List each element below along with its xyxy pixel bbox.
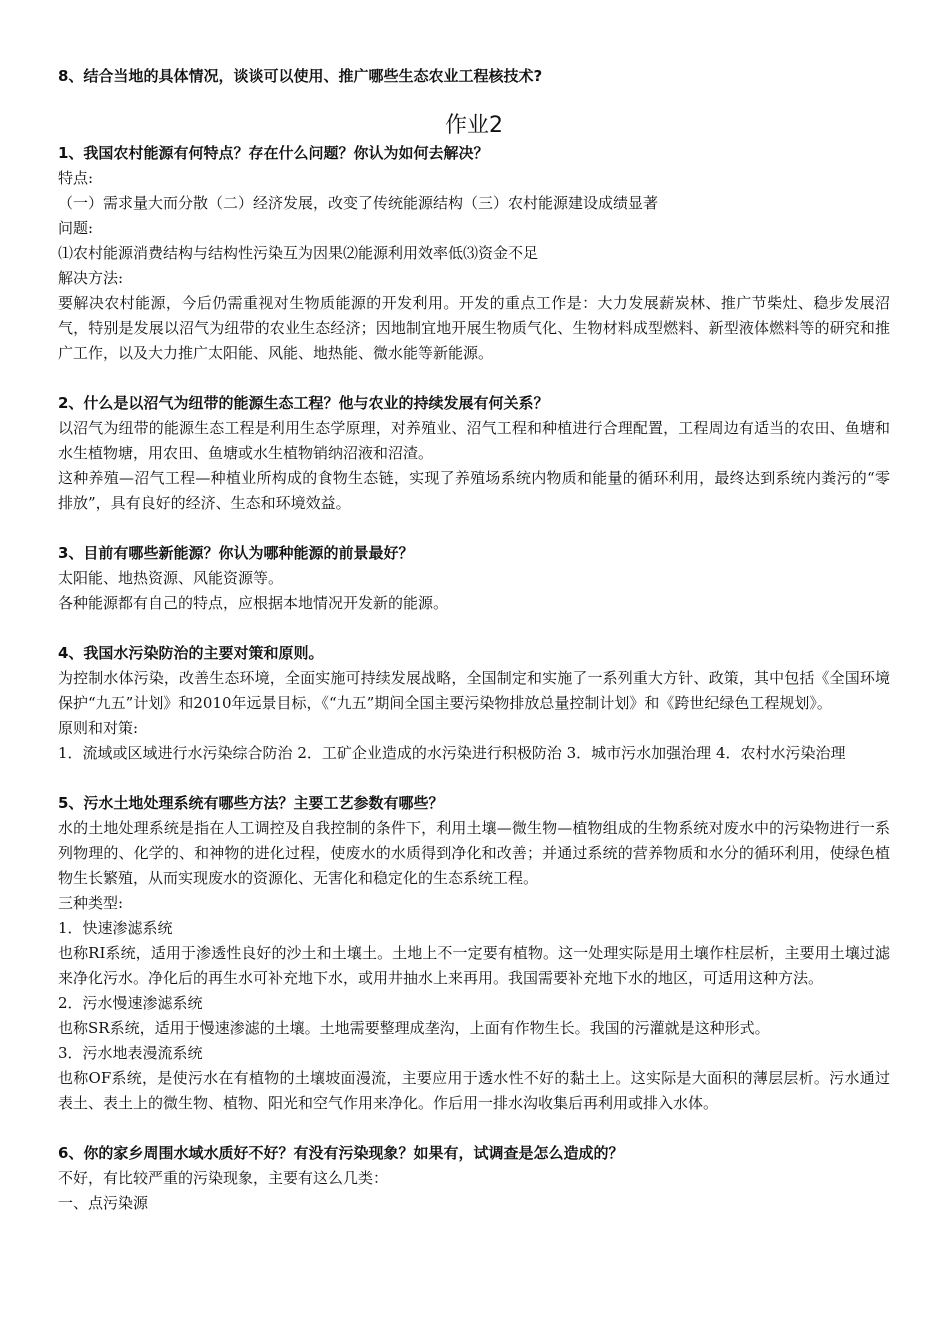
question-8: 8、结合当地的具体情况，谈谈可以使用、推广哪些生态农业工程核技术? [58, 67, 543, 85]
answer-5-paragraph-1: 水的土地处理系统是指在人工调控及自我控制的条件下，利用土壤—微生物—植物组成的生物系统对废水中的污染物进行一系列物理的、化学的、和神物的进化过程，使废水的水质得到净化和改善；并通过系统的营养物质和水分的循环利用，使绿色植物生长繁殖，从而实现废水的资源化、无害化和稳定化的生态系统工程。 [58, 819, 890, 887]
answer-4-paragraph-2: 1．流域或区域进行水污染综合防治 2．工矿企业造成的水污染进行积极防治 3．城市污水加强治理 4．农村水污染治理 [58, 744, 846, 762]
answer-2-paragraph-2: 这种养殖—沼气工程—种植业所构成的食物生态链，实现了养殖场系统内物质和能量的循环利用，最终达到系统内粪污的“零排放”，具有良好的经济、生态和环境效益。 [58, 469, 890, 512]
solution-label: 解决方法: [58, 269, 124, 287]
answer-4-label: 原则和对策: [58, 719, 139, 737]
type-1-title: 1．快速渗滤系统 [58, 919, 173, 937]
question-3: 3、目前有哪些新能源？你认为哪种能源的前景最好？ [58, 544, 414, 562]
features-text: （一）需求量大而分散（二）经济发展，改变了传统能源结构（三）农村能源建设成绩显著 [58, 194, 659, 212]
solution-text: 要解决农村能源，今后仍需重视对生物质能源的开发利用。开发的重点工作是：大力发展薪炭林、推广节柴灶、稳步发展沼气，特别是发展以沼气为纽带的农业生态经济；因地制宜地开展生物质气化、生物材料成型燃料、新型液体燃料等的研究和推广工作，以及大力推广太阳能、风能、地热能、微水能等新能源。 [58, 294, 890, 362]
answer-5-types-label: 三种类型: [58, 894, 124, 912]
answer-3-paragraph-1: 太阳能、地热资源、风能资源等。 [58, 569, 284, 587]
question-6: 6、你的家乡周围水域水质好不好？有没有污染现象？如果有，试调查是怎么造成的？ [58, 1144, 624, 1162]
question-2: 2、什么是以沼气为纽带的能源生态工程？他与农业的持续发展有何关系？ [58, 394, 549, 412]
page-title: 作业2 [445, 113, 503, 138]
type-2-description: 也称SR系统，适用于慢速渗滤的土壤。土地需要整理成垄沟，上面有作物生长。我国的污灌就是这种形式。 [58, 1019, 770, 1037]
type-2-title: 2．污水慢速渗滤系统 [58, 994, 203, 1012]
type-3-description: 也称OF系统，是使污水在有植物的土壤坡面漫流，主要应用于透水性不好的黏土上。这实际是大面积的薄层层析。污水通过表土、表土上的微生物、植物、阳光和空气作用来净化。作后用一排水沟收集后再利用或排入水体。 [58, 1069, 890, 1112]
question-4: 4、我国水污染防治的主要对策和原则。 [58, 644, 324, 662]
type-3-title: 3．污水地表漫流系统 [58, 1044, 203, 1062]
features-label: 特点: [58, 169, 94, 187]
answer-3-paragraph-2: 各种能源都有自己的特点，应根据本地情况开发新的能源。 [58, 594, 449, 612]
answer-2-paragraph-1: 以沼气为纽带的能源生态工程是利用生态学原理，对养殖业、沼气工程和种植进行合理配置，工程周边有适当的农田、鱼塘和水生植物塘，用农田、鱼塘或水生植物销纳沼液和沼渣。 [58, 419, 890, 462]
problems-text: ⑴农村能源消费结构与结构性污染互为因果⑵能源利用效率低⑶资金不足 [58, 244, 539, 262]
problems-label: 问题: [58, 219, 94, 237]
question-5: 5、污水土地处理系统有哪些方法？主要工艺参数有哪些？ [58, 794, 444, 812]
question-1: 1、我国农村能源有何特点？存在什么问题？你认为如何去解决？ [58, 144, 489, 162]
answer-6-paragraph-2: 一、点污染源 [58, 1194, 149, 1212]
type-1-description: 也称RI系统，适用于渗透性良好的沙土和土壤土。土地上不一定要有植物。这一处理实际是用土壤作柱层析，主要用土壤过滤来净化污水。净化后的再生水可补充地下水，或用井抽水上来再用。我国需要补充地下水的地区，可适用这种方法。 [58, 944, 890, 987]
answer-6-paragraph-1: 不好，有比较严重的污染现象，主要有这么几类： [58, 1169, 389, 1187]
answer-4-paragraph-1: 为控制水体污染，改善生态环境，全面实施可持续发展战略，全国制定和实施了一系列重大方针、政策，其中包括《全国环境保护“九五”计划》和2010年远景目标，《“九五”期间全国主要污染物排放总量控制计划》和《跨世纪绿色工程规划》。 [58, 669, 890, 712]
